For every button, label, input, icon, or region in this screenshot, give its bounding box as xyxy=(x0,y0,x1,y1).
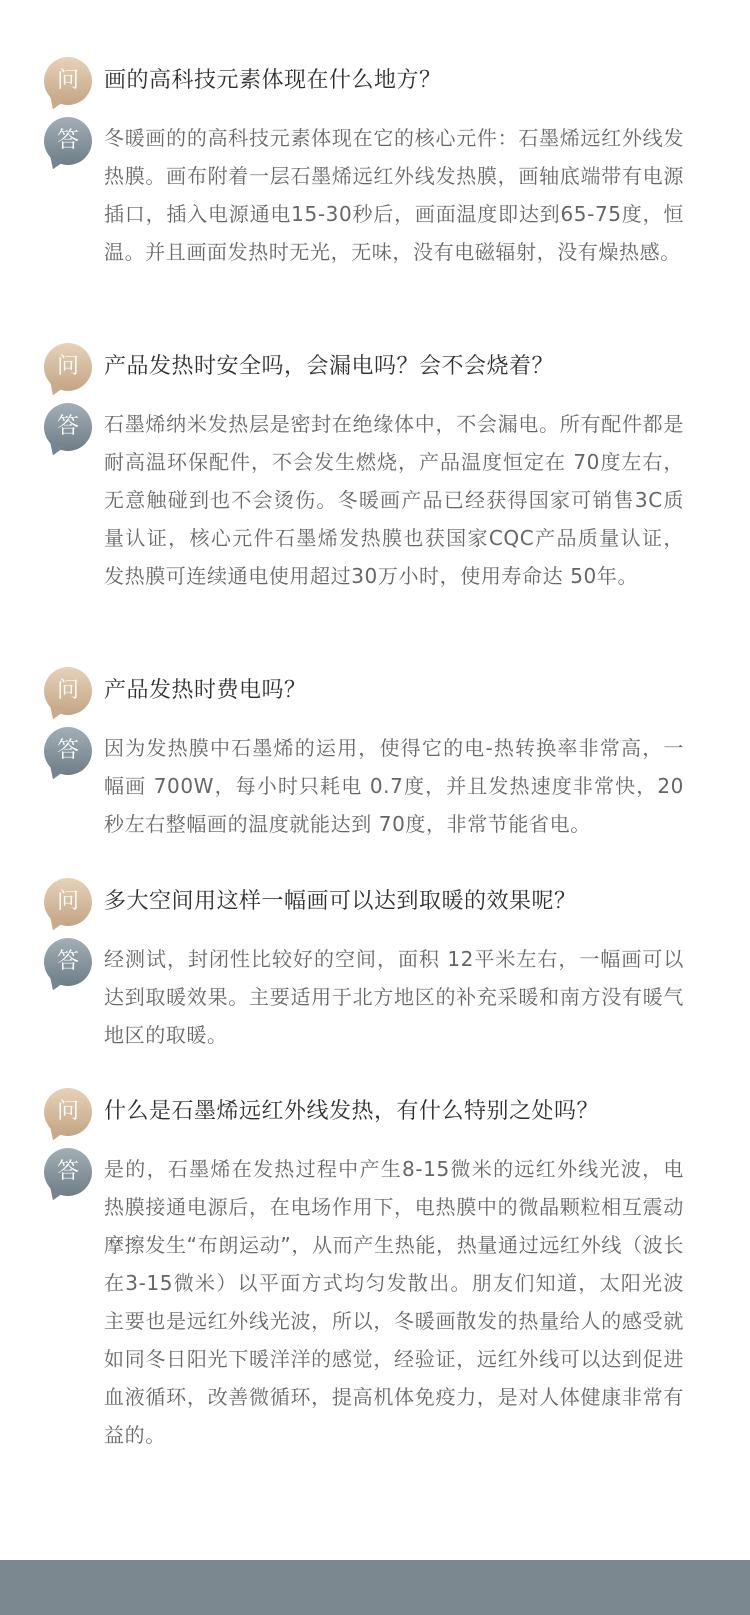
question-text: 什么是石墨烯远红外线发热，有什么特别之处吗？ xyxy=(104,1099,600,1124)
faq-item xyxy=(44,667,694,843)
question-row xyxy=(44,1088,694,1136)
question-row xyxy=(44,57,694,105)
question-row xyxy=(44,343,694,391)
question-text: 画的高科技元素体现在什么地方？ xyxy=(104,68,442,93)
answer-text: 因为发热膜中石墨烯的运用，使得它的电-热转换率非常高，一幅画 700W，每小时只耗电 0.7度，并且发热速度非常快，20秒左右整幅画的温度就能达到 70度，非常节能省电。 xyxy=(104,736,684,836)
question-text: 多大空间用这样一幅画可以达到取暖的效果呢？ xyxy=(104,889,577,914)
answer-row xyxy=(44,403,694,595)
question-text: 产品发热时费电吗？ xyxy=(104,678,307,703)
question-badge: 问 xyxy=(44,1088,92,1136)
answer-badge: 答 xyxy=(44,938,92,986)
answer-badge: 答 xyxy=(44,1148,92,1196)
question-badge: 问 xyxy=(44,878,92,926)
faq-item xyxy=(44,57,694,271)
answer-text: 经测试，封闭性比较好的空间，面积 12平米左右，一幅画可以达到取暖效果。主要适用于北方地区的补充采暖和南方没有暖气地区的取暖。 xyxy=(104,947,684,1047)
answer-row xyxy=(44,1148,694,1454)
question-row xyxy=(44,667,694,715)
question-badge: 问 xyxy=(44,343,92,391)
question-badge: 问 xyxy=(44,667,92,715)
faq-item xyxy=(44,878,694,1054)
faq-item xyxy=(44,343,694,595)
faq-item xyxy=(44,1088,694,1454)
question-text: 产品发热时安全吗，会漏电吗？会不会烧着？ xyxy=(104,354,555,379)
answer-row xyxy=(44,727,694,843)
answer-text: 冬暖画的的高科技元素体现在它的核心元件：石墨烯远红外线发热膜。画布附着一层石墨烯远红外线发热膜，画轴底端带有电源插口，插入电源通电15-30秒后，画面温度即达到65-75度，恒温。并且画面发热时无光，无味，没有电磁辐射，没有燥热感。 xyxy=(104,126,684,264)
answer-badge: 答 xyxy=(44,117,92,165)
question-badge: 问 xyxy=(44,57,92,105)
answer-text: 石墨烯纳米发热层是密封在绝缘体中，不会漏电。所有配件都是耐高温环保配件，不会发生燃烧，产品温度恒定在 70度左右，无意触碰到也不会烫伤。冬暖画产品已经获得国家可销售3C质量认证，核心元件石墨烯发热膜也获国家CQC产品质量认证，发热膜可连续通电使用超过30万小时，使用寿命达 50年。 xyxy=(104,412,684,588)
answer-text: 是的，石墨烯在发热过程中产生8-15微米的远红外线光波，电热膜接通电源后，在电场作用下，电热膜中的微晶颗粒相互震动摩擦发生“布朗运动”，从而产生热能，热量通过远红外线（波长在3-15微米）以平面方式均匀发散出。朋友们知道，太阳光波主要也是远红外线光波，所以，冬暖画散发的热量给人的感受就如同冬日阳光下暖洋洋的感觉，经验证，远红外线可以达到促进血液循环，改善微循环，提高机体免疫力，是对人体健康非常有益的。 xyxy=(104,1157,684,1447)
answer-badge: 答 xyxy=(44,403,92,451)
answer-row xyxy=(44,938,694,1054)
answer-row xyxy=(44,117,694,271)
question-row xyxy=(44,878,694,926)
answer-badge: 答 xyxy=(44,727,92,775)
footer-bar xyxy=(0,1560,750,1615)
